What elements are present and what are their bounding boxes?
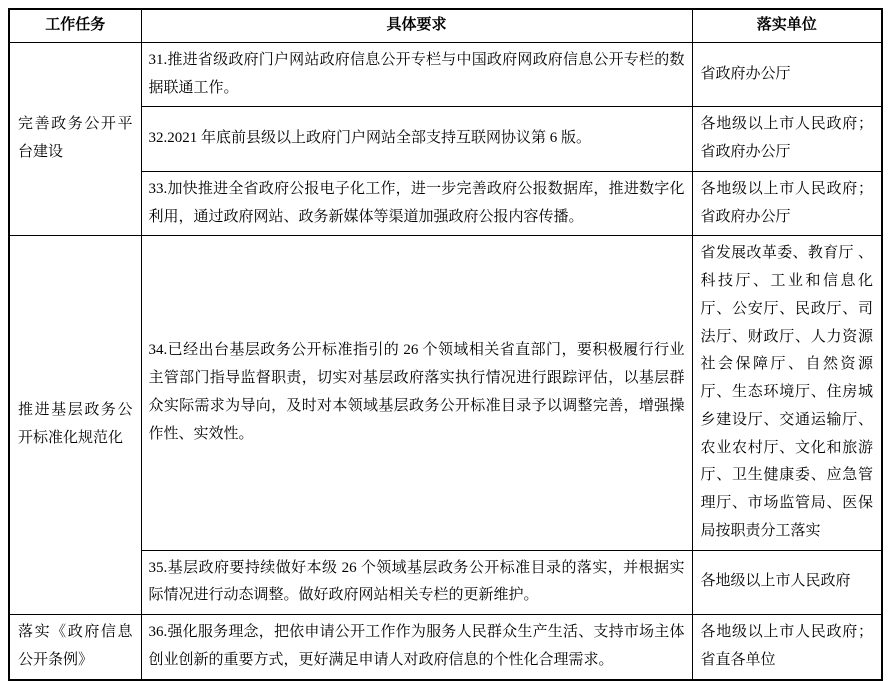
task-group-regulation: 落实《政府信息公开条例》 bbox=[9, 615, 141, 680]
unit-35: 各地级以上市人民政府 bbox=[692, 550, 882, 615]
column-header-unit: 落实单位 bbox=[692, 9, 882, 42]
work-task-table bbox=[8, 8, 883, 681]
unit-34: 省发展改革委、教育厅 、科技厅、工业和信息化厅、公安厅、民政厅、司法厅、财政厅、人力资源社会保障厅、自然资源厅、生态环境厅、住房城乡建设厅、交通运输厅、农业农村厅、文化和旅游厅、卫生健康委、应急管理厅、市场监管局、医保局按职责分工落实 bbox=[692, 236, 882, 550]
unit-33: 各地级以上市人民政府；省政府办公厅 bbox=[692, 171, 882, 236]
header-row bbox=[9, 9, 882, 42]
task-group-platform: 完善政务公开平台建设 bbox=[9, 42, 141, 236]
column-header-requirement: 具体要求 bbox=[141, 9, 692, 42]
requirement-33: 33.加快推进全省政府公报电子化工作，进一步完善政府公报数据库，推进数字化利用，通过政府网站、政务新媒体等渠道加强政府公报内容传播。 bbox=[141, 171, 692, 236]
requirement-31: 31.推进省级政府门户网站政府信息公开专栏与中国政府网政府信息公开专栏的数据联通工作。 bbox=[141, 42, 692, 107]
column-header-task: 工作任务 bbox=[9, 9, 141, 42]
table-row bbox=[9, 236, 882, 550]
requirement-36: 36.强化服务理念，把依申请公开工作作为服务人民群众生产生活、支持市场主体创业创新的重要方式，更好满足申请人对政府信息的个性化合理需求。 bbox=[141, 615, 692, 680]
unit-32: 各地级以上市人民政府；省政府办公厅 bbox=[692, 107, 882, 172]
requirement-32: 32.2021 年底前县级以上政府门户网站全部支持互联网协议第 6 版。 bbox=[141, 107, 692, 172]
requirement-34: 34.已经出台基层政务公开标准指引的 26 个领域相关省直部门，要积极履行行业主管部门指导监督职责，切实对基层政府落实执行情况进行跟踪评估，以基层群众实际需求为导向，及时对本领域基层政务公开标准目录予以调整完善，增强操作性、实效性。 bbox=[141, 236, 692, 550]
task-group-grassroots: 推进基层政务公开标准化规范化 bbox=[9, 236, 141, 615]
table-row bbox=[9, 615, 882, 680]
unit-36: 各地级以上市人民政府；省直各单位 bbox=[692, 615, 882, 680]
unit-31: 省政府办公厅 bbox=[692, 42, 882, 107]
requirement-35: 35.基层政府要持续做好本级 26 个领域基层政务公开标准目录的落实，并根据实际情况进行动态调整。做好政府网站相关专栏的更新维护。 bbox=[141, 550, 692, 615]
table-row bbox=[9, 42, 882, 107]
